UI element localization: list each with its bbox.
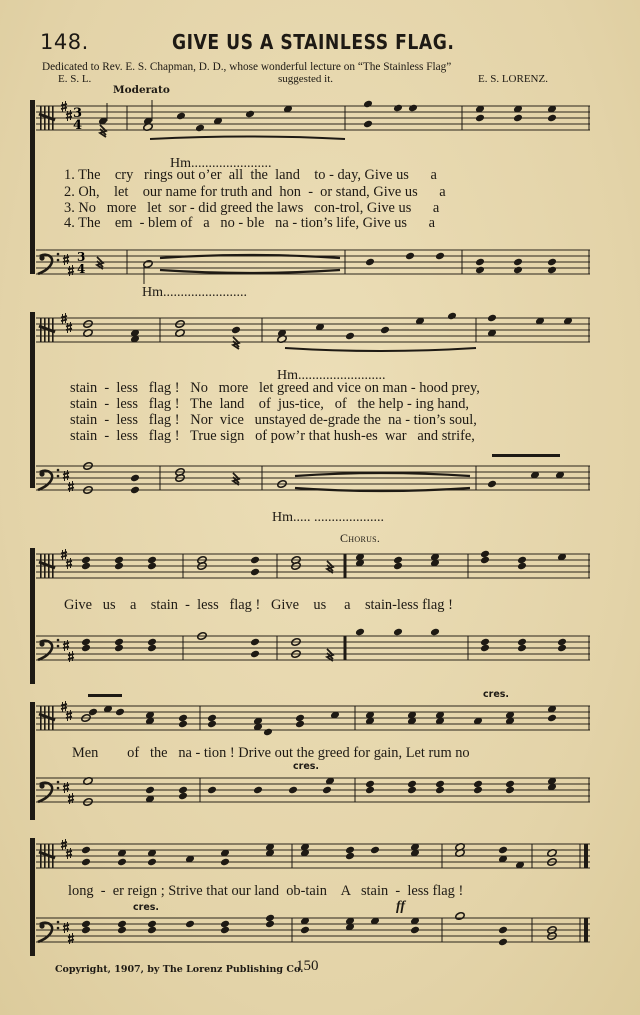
bass-staff-5 bbox=[0, 918, 640, 958]
chorus-line-1: Give us a stain - less flag ! Give us a stain-less flag ! bbox=[64, 597, 453, 613]
verse-line-2-1: 2. Oh, let our name for truth and hon - or stand, Give us a bbox=[64, 184, 446, 200]
svg-text:3: 3 bbox=[77, 250, 86, 264]
verse-line-4-2: stain - less flag ! True sign of pow’r that hush-es war and strife, bbox=[70, 428, 475, 444]
verse-line-3-1: 3. No more let sor - did greed the laws con-trol, Give us a bbox=[64, 200, 440, 216]
treble-staff-2 bbox=[0, 318, 640, 358]
bass-staff-2 bbox=[0, 466, 640, 506]
tempo-marking: Moderato bbox=[113, 84, 170, 96]
bass-staff-1 bbox=[0, 250, 640, 290]
copyright-notice: Copyright, 1907, by The Lorenz Publishing Co. bbox=[55, 964, 304, 975]
verse-line-3-2: stain - less flag ! Nor vice unstayed de-grade the na - tion’s soul, bbox=[70, 412, 477, 428]
composer-credit: E. S. LORENZ. bbox=[478, 73, 548, 85]
chorus-label: Chorus. bbox=[340, 531, 381, 545]
dynamic-cres-1: cres. bbox=[483, 689, 510, 700]
dynamic-cres-2: cres. bbox=[293, 761, 320, 772]
hymn-title: GIVE US A STAINLESS FLAG. bbox=[172, 30, 455, 54]
dynamic-cres-3: cres. bbox=[133, 902, 160, 913]
dynamic-ff: ff bbox=[396, 899, 406, 914]
page-number: 150 bbox=[296, 958, 319, 974]
chorus-line-3: long - er reign ; Strive that our land ob-tain A stain - less flag ! bbox=[68, 883, 464, 899]
dedication: Dedicated to Rev. E. S. Chapman, D. D., whose wonderful lecture on “The Stainless Flag” bbox=[42, 61, 452, 73]
verse-line-4-1: 4. The em - blem of a no - ble na - tion’s life, Give us a bbox=[64, 215, 436, 231]
suggested-note: suggested it. bbox=[278, 73, 333, 85]
bass-staff-4 bbox=[0, 778, 640, 818]
hm-bass-1: Hm........................ bbox=[142, 285, 247, 300]
lyricist-credit: E. S. L. bbox=[58, 73, 92, 85]
chorus-line-2: Men of the na - tion ! Drive out the greed for gain, Let rum no bbox=[72, 745, 470, 761]
treble-staff-3 bbox=[0, 554, 640, 594]
verse-line-1-2: stain - less flag ! No more let greed and vice on man - hood prey, bbox=[70, 380, 480, 396]
hm-treble-2: Hm......................... bbox=[277, 368, 386, 383]
verse-line-2-2: stain - less flag ! The land of jus-tice, of the help - ing hand, bbox=[70, 396, 469, 412]
svg-text:4: 4 bbox=[77, 262, 86, 276]
treble-staff-5 bbox=[0, 844, 640, 884]
svg-text:3: 3 bbox=[73, 106, 83, 121]
hymn-number: 148. bbox=[40, 30, 89, 54]
treble-staff-1 bbox=[0, 106, 640, 146]
hm-treble-1: Hm....................... bbox=[170, 156, 272, 171]
treble-staff-4 bbox=[0, 706, 640, 746]
verse-line-1-1: 1. The cry rings out o’er all the land to - day, Give us a bbox=[64, 167, 437, 183]
svg-text:4: 4 bbox=[73, 118, 83, 133]
hm-bass-2: Hm..... .................... bbox=[272, 510, 384, 525]
bass-staff-3 bbox=[0, 636, 640, 676]
